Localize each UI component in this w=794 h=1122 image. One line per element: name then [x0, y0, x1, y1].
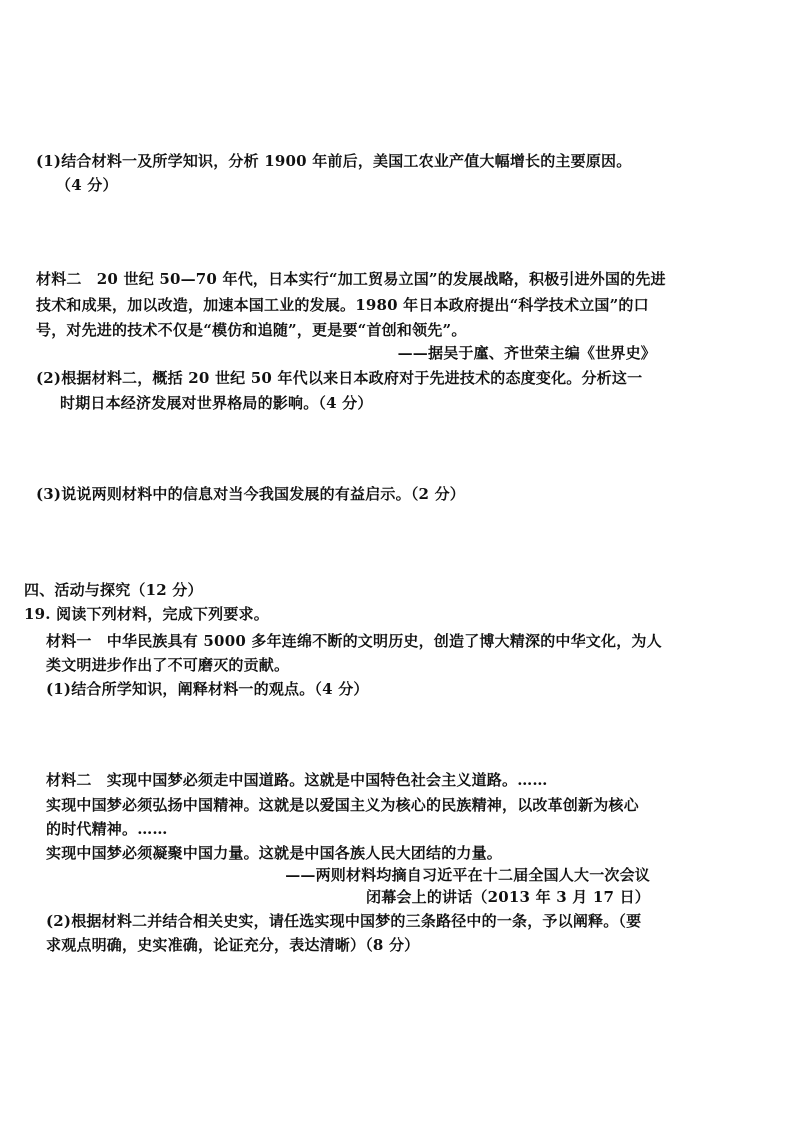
q19-intro: 19. 阅读下列材料，完成下列要求。: [24, 605, 269, 623]
q18-material2-line1: 材料二 20 世纪 50—70 年代，日本实行“加工贸易立国”的发展战略，积极引进外国的先进: [36, 270, 666, 288]
q18-part2-line2: 时期日本经济发展对世界格局的影响。（4 分）: [60, 394, 373, 412]
q19-part2-line2: 求观点明确，史实准确，论证充分，表达清晰）（8 分）: [46, 936, 420, 954]
q19-material2-line2: 实现中国梦必须弘扬中国精神。这就是以爱国主义为核心的民族精神，以改革创新为核心: [46, 796, 639, 814]
q18-material2-line3: 号，对先进的技术不仅是“模仿和追随”，更是要“首创和领先”。: [36, 321, 467, 339]
q18-material2-source: ——据吴于廑、齐世荣主编《世界史》: [397, 344, 656, 362]
q19-part1-line1: (1)结合所学知识，阐释材料一的观点。（4 分）: [46, 680, 369, 698]
q19-part2-line1: (2)根据材料二并结合相关史实，请任选实现中国梦的三条路径中的一条，予以阐释。（要: [46, 912, 642, 930]
q19-material1-line2: 类文明进步作出了不可磨灭的贡献。: [46, 656, 290, 674]
q19-material2-line1: 材料二 实现中国梦必须走中国道路。这就是中国特色社会主义道路。……: [46, 771, 548, 789]
q18-material2-line2: 技术和成果，加以改造，加速本国工业的发展。1980 年日本政府提出“科学技术立国”的口: [36, 296, 649, 314]
q18-part1-line2: （4 分）: [56, 176, 118, 194]
q19-material2-line3: 的时代精神。……: [46, 820, 168, 838]
q18-part1-line1: (1)结合材料一及所学知识，分析 1900 年前后，美国工农业产值大幅增长的主要原因。: [36, 152, 632, 170]
q18-part2-line1: (2)根据材料二，概括 20 世纪 50 年代以来日本政府对于先进技术的态度变化。分析这一: [36, 369, 643, 387]
q19-material2-source1: ——两则材料均摘自习近平在十二届全国人大一次会议: [285, 866, 650, 884]
section4-heading: 四、活动与探究（12 分）: [24, 581, 203, 599]
q19-material2-line4: 实现中国梦必须凝聚中国力量。这就是中国各族人民大团结的力量。: [46, 844, 503, 862]
q18-part3-line1: (3)说说两则材料中的信息对当今我国发展的有益启示。（2 分）: [36, 485, 465, 503]
q19-material2-source2: 闭幕会上的讲话（2013 年 3 月 17 日）: [366, 888, 650, 906]
q19-material1-line1: 材料一 中华民族具有 5000 多年连绵不断的文明历史，创造了博大精深的中华文化，为人: [46, 632, 662, 650]
